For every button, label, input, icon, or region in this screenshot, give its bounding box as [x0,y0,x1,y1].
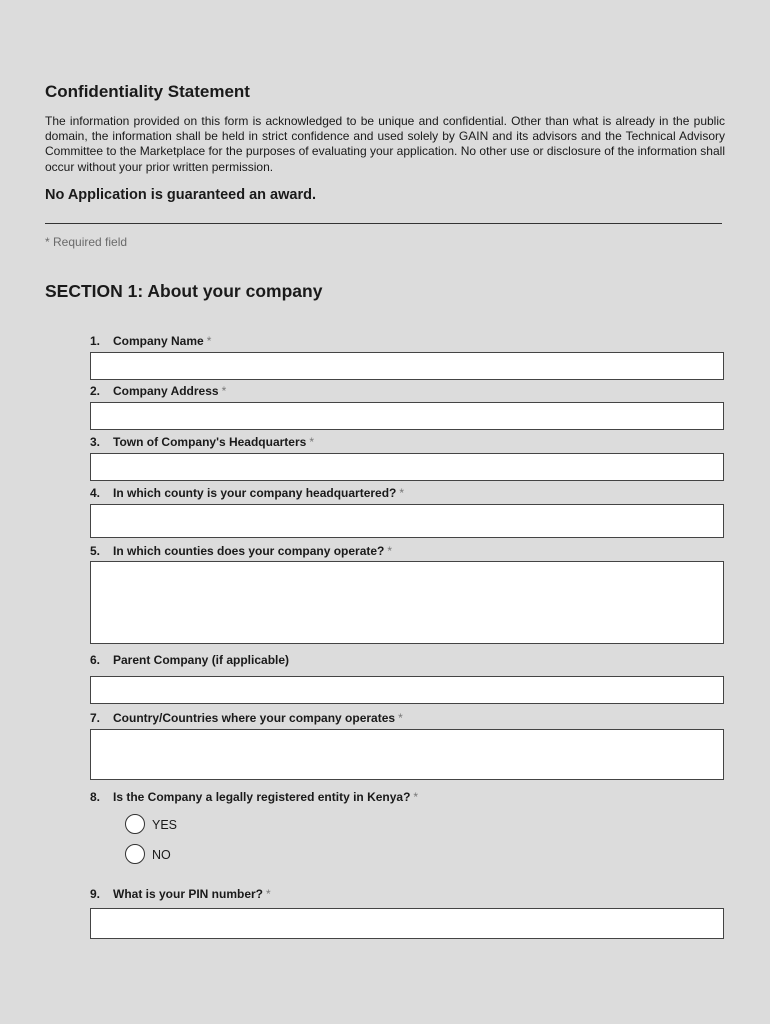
question-company-address [90,384,226,398]
question-label: Company Address [113,384,219,398]
question-label: Company Name [113,334,204,348]
required-field-note: * Required field [45,235,128,249]
question-pin-number [90,887,271,901]
parent-company-input[interactable] [90,676,724,704]
question-label: In which counties does your company operate? [113,544,385,558]
question-operating-counties [90,544,392,558]
required-star: * [206,334,212,348]
question-operating-countries [90,711,403,725]
no-award-notice: No Application is guaranteed an award. [45,187,316,203]
radio-yes-label: YES [152,818,178,832]
company-name-input[interactable] [90,352,724,380]
section-title: SECTION 1: About your company [45,281,323,301]
question-label: Is the Company a legally registered entity in Kenya? [113,790,411,804]
headquarters-county-input[interactable] [90,504,724,538]
radio-no-label: NO [152,848,171,862]
question-label: In which county is your company headquartered? [113,486,397,500]
operating-countries-input[interactable] [90,729,724,780]
question-number: 5. [90,544,101,558]
required-star: * [398,711,403,725]
question-legally-registered [90,790,418,804]
question-company-name [90,334,211,348]
headquarters-town-input[interactable] [90,453,724,481]
required-star: * [387,544,393,558]
pin-number-input[interactable] [90,908,724,939]
required-star: * [221,384,227,398]
question-label: Country/Countries where your company operates [113,711,396,725]
question-number: 7. [90,711,101,725]
required-star: * [399,486,405,500]
question-headquarters-town [90,435,314,449]
question-number: 4. [90,486,101,500]
radio-no[interactable] [125,844,145,864]
question-number: 1. [90,334,101,348]
required-star: * [413,790,419,804]
radio-yes[interactable] [125,814,145,834]
divider [45,223,722,224]
operating-counties-textarea[interactable] [90,561,724,644]
required-star: * [309,435,314,449]
question-number: 9. [90,887,101,901]
question-headquarters-county [90,486,404,500]
confidentiality-title: Confidentiality Statement [45,82,250,101]
question-number: 2. [90,384,101,398]
question-label: What is your PIN number? [113,887,264,901]
question-number: 6. [90,653,101,667]
question-parent-company [90,653,289,667]
question-label: Parent Company (if applicable) [113,653,290,667]
question-number: 3. [90,435,101,449]
confidentiality-paragraph: The information provided on this form is acknowledged to be unique and confidential. Other than what is already in the public domain, the information shall be held in strict confidence and used solely by GAIN and its advisors and the Technical Advisory Committee to the Marketplace for the purposes of evaluating your application. No other use or disclosure of the information shall occur without your prior written permission. [45,114,725,174]
question-number: 8. [90,790,101,804]
question-label: Town of Company's Headquarters [113,435,307,449]
company-address-input[interactable] [90,402,724,430]
required-star: * [266,887,271,901]
